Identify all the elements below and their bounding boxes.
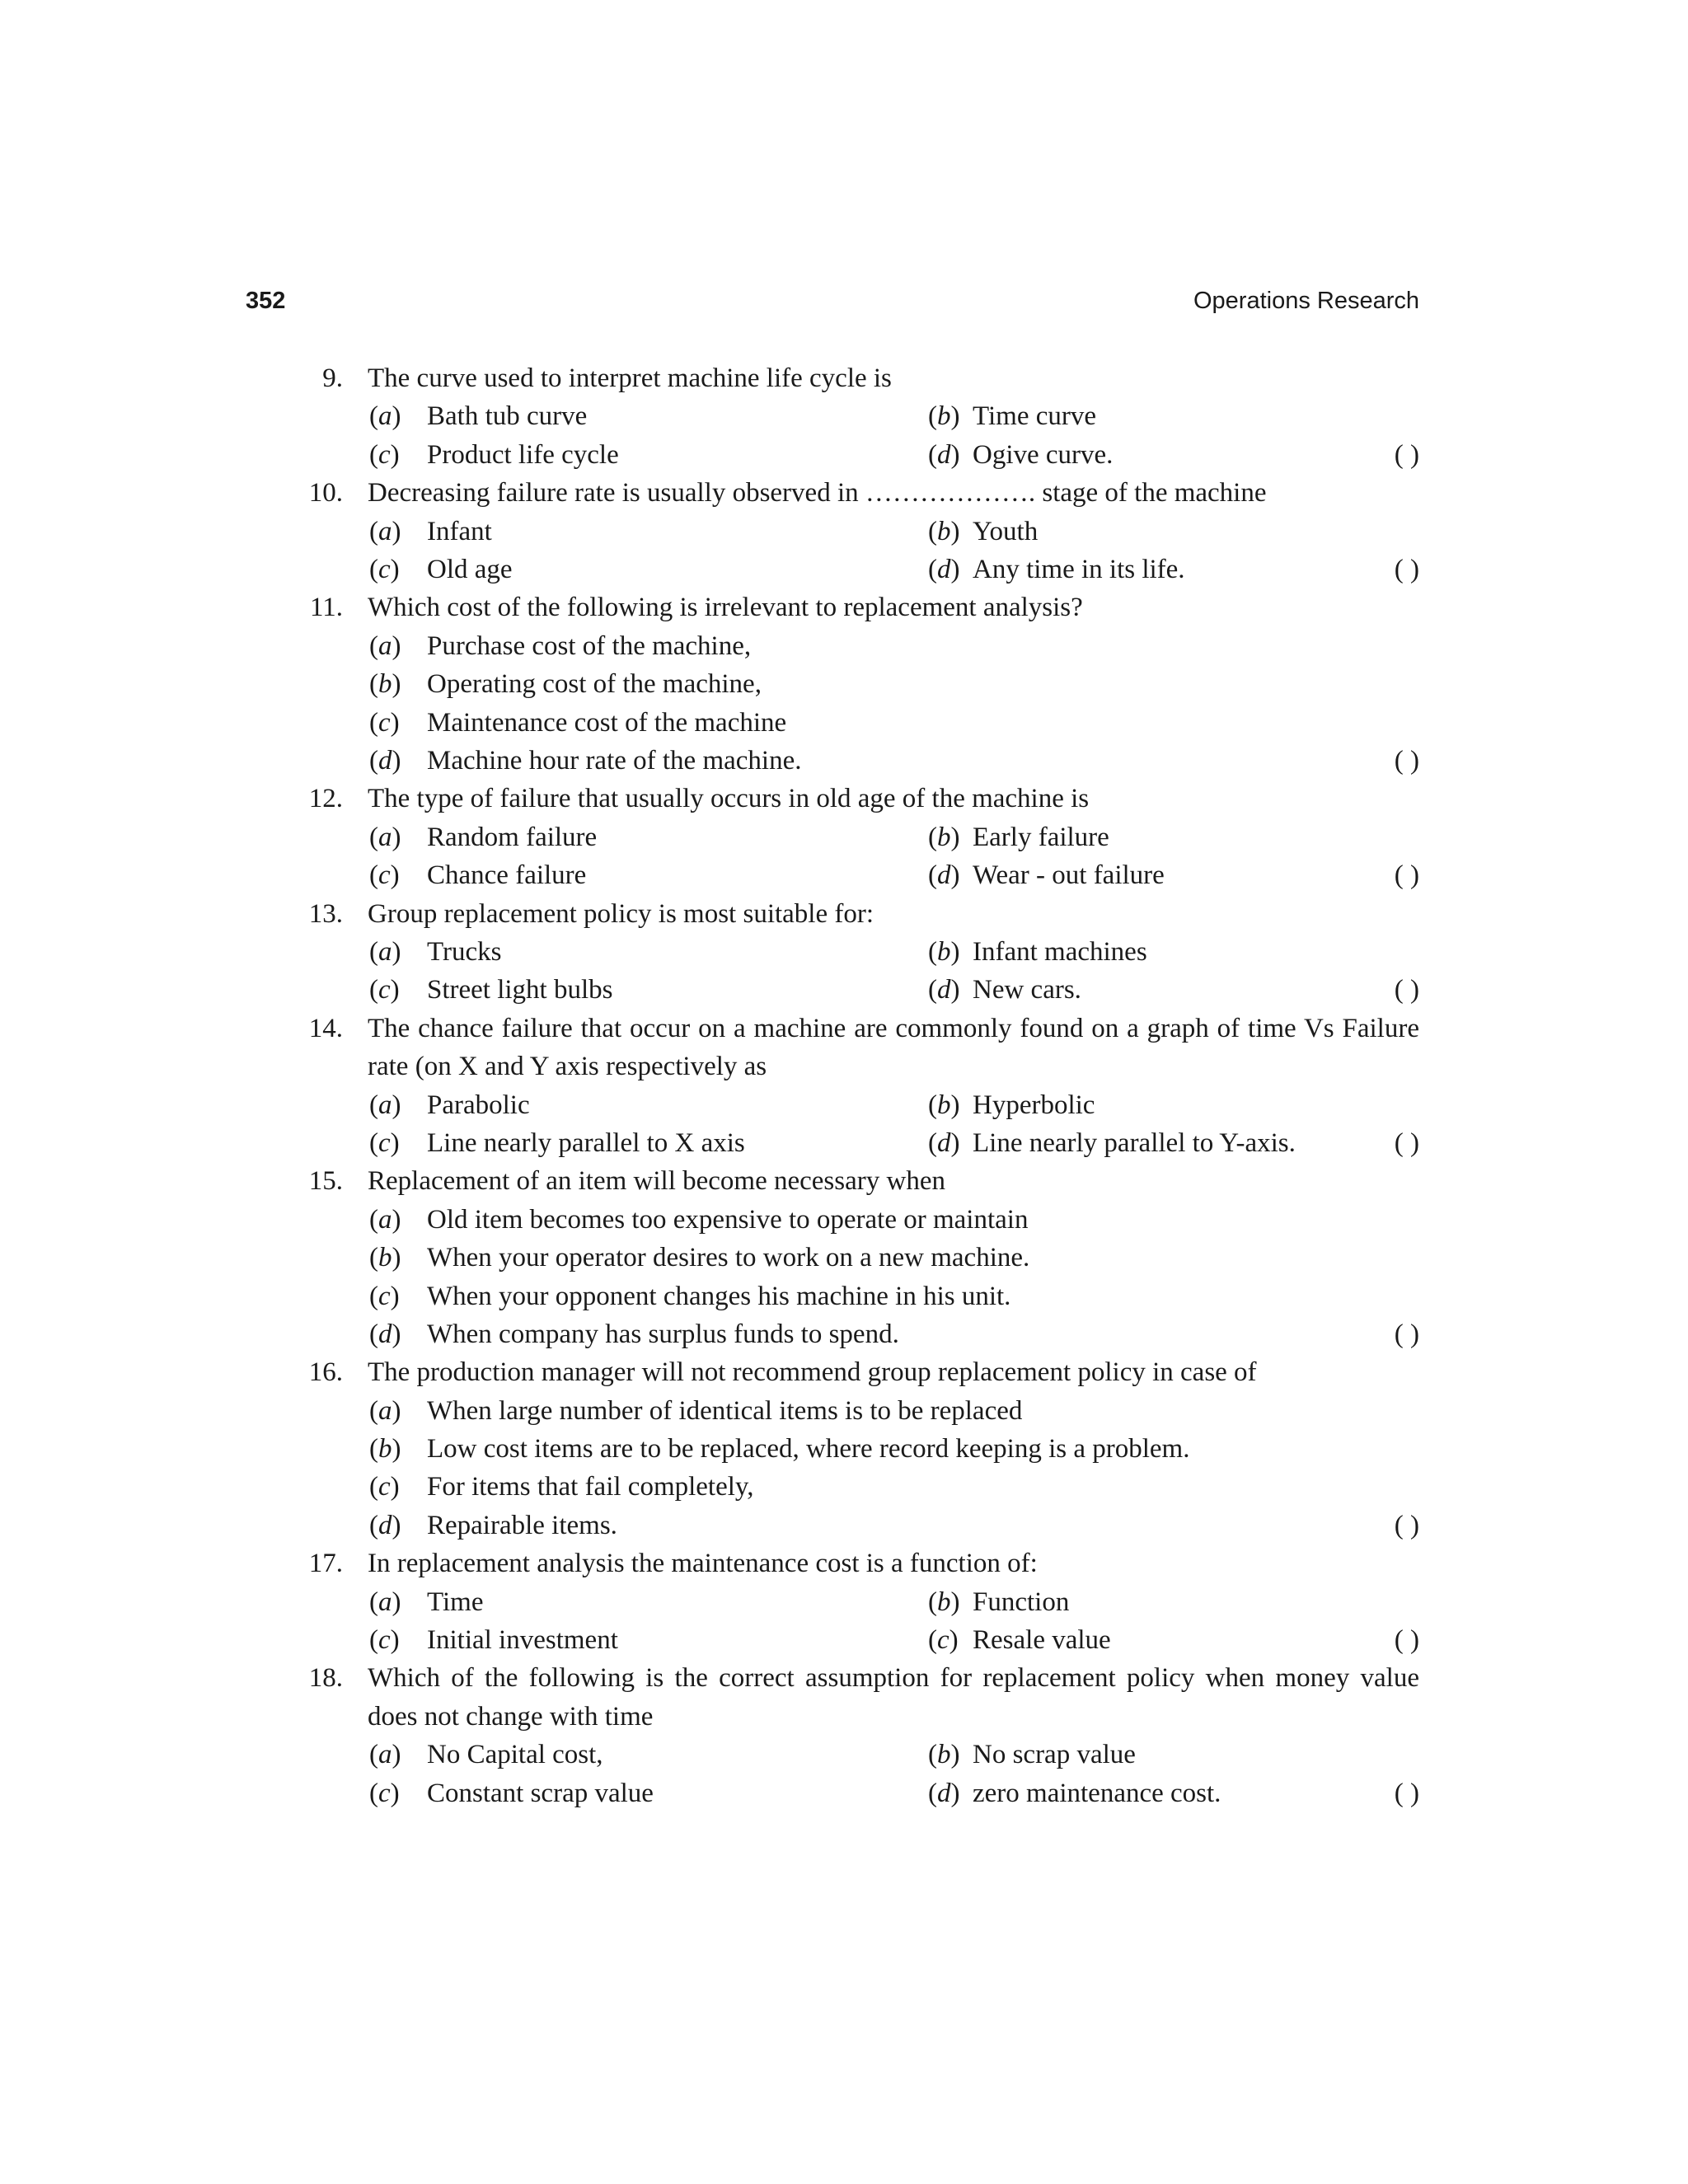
answer-blank: ( ) bbox=[1394, 1510, 1419, 1540]
option-letter: (d) bbox=[369, 745, 401, 776]
answer-blank: ( ) bbox=[1394, 1778, 1419, 1808]
option-row bbox=[297, 971, 1419, 1009]
option-text: Initial investment bbox=[427, 1625, 618, 1656]
option-letter: (d) bbox=[928, 975, 960, 1005]
option-text: Repairable items. bbox=[427, 1510, 617, 1540]
option bbox=[369, 1277, 1010, 1315]
option-letter-text: d bbox=[937, 1778, 951, 1808]
option bbox=[369, 933, 501, 971]
question-list bbox=[297, 359, 1419, 1812]
option-letter-text: c bbox=[378, 439, 391, 470]
option-text: When your operator desires to work on a new machine. bbox=[427, 1243, 1030, 1273]
option-letter-text: b bbox=[937, 822, 951, 852]
option-row bbox=[297, 1736, 1419, 1774]
option bbox=[928, 397, 1096, 435]
option-text: Line nearly parallel to X axis bbox=[427, 1127, 745, 1158]
option-text: Time bbox=[427, 1586, 484, 1617]
option-letter: (c) bbox=[369, 1778, 400, 1808]
option-letter: (c) bbox=[928, 1625, 959, 1656]
option bbox=[928, 971, 1081, 1009]
option-row bbox=[297, 551, 1419, 588]
option bbox=[369, 971, 613, 1009]
option-row bbox=[297, 513, 1419, 551]
option-letter: (b) bbox=[369, 669, 401, 700]
option-letter: (a) bbox=[369, 516, 401, 546]
option-text: No Capital cost, bbox=[427, 1740, 603, 1770]
option bbox=[928, 818, 1109, 856]
option-row bbox=[297, 818, 1419, 856]
option-letter: (d) bbox=[928, 1778, 960, 1808]
option-letter-text: a bbox=[378, 822, 392, 852]
option-letter: (c) bbox=[369, 707, 400, 738]
question-item bbox=[297, 1659, 1419, 1812]
question-item bbox=[297, 588, 1419, 780]
question-stem bbox=[297, 780, 1419, 818]
option-letter: (c) bbox=[369, 860, 400, 891]
option-letter: (d) bbox=[928, 554, 960, 584]
option-letter-text: b bbox=[937, 1740, 951, 1770]
option bbox=[928, 856, 1165, 894]
option-letter: (a) bbox=[369, 1586, 401, 1617]
option-letter-text: a bbox=[378, 1395, 392, 1426]
answer-blank: ( ) bbox=[1394, 554, 1419, 584]
question-stem bbox=[297, 1162, 1419, 1200]
question-text: In replacement analysis the maintenance cost is a function of: bbox=[368, 1549, 1038, 1579]
option-letter: (b) bbox=[928, 936, 960, 967]
question-item bbox=[297, 780, 1419, 894]
option-text: Maintenance cost of the machine bbox=[427, 707, 787, 738]
option-text: zero maintenance cost. bbox=[973, 1778, 1221, 1808]
page-number: 352 bbox=[246, 288, 286, 314]
option-letter: (c) bbox=[369, 1472, 400, 1502]
option-text: Low cost items are to be replaced, where record keeping is a problem. bbox=[427, 1434, 1190, 1465]
option-letter: (a) bbox=[369, 1395, 401, 1426]
option-row bbox=[297, 1124, 1419, 1162]
option-letter-text: a bbox=[378, 1586, 392, 1617]
option bbox=[928, 1736, 1136, 1774]
option bbox=[928, 1583, 1069, 1621]
question-number: 16. bbox=[308, 1357, 343, 1388]
option-text: Old age bbox=[427, 554, 513, 584]
option bbox=[369, 1621, 618, 1659]
option-letter-text: d bbox=[937, 439, 951, 470]
question-item bbox=[297, 1353, 1419, 1544]
option-row bbox=[297, 1392, 1419, 1430]
question-text: Replacement of an item will become necessary when bbox=[368, 1166, 945, 1197]
option-letter-text: a bbox=[378, 936, 392, 967]
option-text: Bath tub curve bbox=[427, 401, 588, 432]
option-row bbox=[297, 665, 1419, 703]
question-number: 12. bbox=[308, 784, 343, 814]
option-row bbox=[297, 1239, 1419, 1277]
option-row bbox=[297, 1621, 1419, 1659]
option-row bbox=[297, 704, 1419, 742]
option-letter: (c) bbox=[369, 975, 400, 1005]
question-number: 18. bbox=[308, 1663, 343, 1694]
option-row bbox=[297, 1507, 1419, 1544]
option bbox=[369, 1430, 1189, 1468]
option-letter-text: c bbox=[378, 860, 391, 891]
question-number: 10. bbox=[308, 478, 343, 509]
option bbox=[928, 1774, 1221, 1812]
option-letter-text: a bbox=[378, 1740, 392, 1770]
option bbox=[369, 1086, 530, 1124]
option-text: When your opponent changes his machine in his unit. bbox=[427, 1281, 1011, 1311]
option-text: Early failure bbox=[973, 822, 1109, 852]
question-number: 9. bbox=[322, 363, 343, 393]
option-row bbox=[297, 856, 1419, 894]
running-title: Operations Research bbox=[1193, 288, 1419, 314]
option-letter-text: a bbox=[378, 1204, 392, 1235]
option-row bbox=[297, 1086, 1419, 1124]
option-letter: (a) bbox=[369, 936, 401, 967]
option-letter: (a) bbox=[369, 1740, 401, 1770]
option-letter: (c) bbox=[369, 439, 400, 470]
answer-blank: ( ) bbox=[1394, 1127, 1419, 1158]
option bbox=[369, 818, 597, 856]
option bbox=[928, 1621, 1111, 1659]
option-letter-text: b bbox=[937, 516, 951, 546]
option-letter-text: b bbox=[378, 1434, 392, 1465]
option bbox=[369, 551, 513, 588]
option-text: Line nearly parallel to Y-axis. bbox=[973, 1127, 1296, 1158]
answer-blank: ( ) bbox=[1394, 439, 1419, 470]
option-letter: (d) bbox=[369, 1319, 401, 1349]
option bbox=[369, 1736, 603, 1774]
option-letter-text: d bbox=[378, 745, 392, 776]
option-letter-text: d bbox=[378, 1319, 392, 1349]
option-text: Youth bbox=[973, 516, 1039, 546]
option-letter: (d) bbox=[928, 1127, 960, 1158]
option-row bbox=[297, 1430, 1419, 1468]
option-letter: (d) bbox=[369, 1510, 401, 1540]
question-stem bbox=[297, 359, 1419, 397]
option-letter-text: d bbox=[937, 860, 951, 891]
option-text: Operating cost of the machine, bbox=[427, 669, 762, 700]
option-text: Time curve bbox=[973, 401, 1097, 432]
option-letter-text: c bbox=[378, 975, 391, 1005]
option-row bbox=[297, 1583, 1419, 1621]
option-letter-text: a bbox=[378, 401, 392, 432]
option-text: Chance failure bbox=[427, 860, 587, 891]
question-text: The curve used to interpret machine life cycle is bbox=[368, 363, 892, 393]
option bbox=[928, 1124, 1296, 1162]
answer-blank: ( ) bbox=[1394, 1319, 1419, 1349]
option-text: Trucks bbox=[427, 936, 502, 967]
option bbox=[369, 627, 751, 665]
option bbox=[369, 1201, 1028, 1239]
answer-blank: ( ) bbox=[1394, 860, 1419, 891]
option-row bbox=[297, 1774, 1419, 1812]
question-stem bbox=[297, 1353, 1419, 1391]
question-text: The chance failure that occur on a machine are commonly found on a graph of time Vs Failure rate (on X and Y axis respectively as bbox=[368, 1013, 1419, 1082]
option bbox=[369, 1507, 617, 1544]
option-text: Parabolic bbox=[427, 1090, 530, 1120]
question-item bbox=[297, 895, 1419, 1010]
option-letter-text: c bbox=[937, 1625, 950, 1656]
option-row bbox=[297, 1201, 1419, 1239]
question-number: 11. bbox=[309, 593, 343, 623]
option-letter: (b) bbox=[928, 1090, 960, 1120]
answer-blank: ( ) bbox=[1394, 745, 1419, 776]
option bbox=[369, 1239, 1029, 1277]
option-letter-text: c bbox=[378, 1281, 391, 1311]
option-letter-text: a bbox=[378, 516, 392, 546]
question-number: 17. bbox=[308, 1549, 343, 1579]
option-text: Product life cycle bbox=[427, 439, 619, 470]
option-letter: (c) bbox=[369, 1281, 400, 1311]
option-letter-text: b bbox=[937, 1090, 951, 1120]
option bbox=[928, 933, 1147, 971]
option-letter: (a) bbox=[369, 401, 401, 432]
option-letter-text: b bbox=[378, 1243, 392, 1273]
option-text: Wear - out failure bbox=[973, 860, 1165, 891]
option bbox=[369, 665, 762, 703]
option-letter: (a) bbox=[369, 1204, 401, 1235]
question-item bbox=[297, 1010, 1419, 1163]
option bbox=[369, 1124, 745, 1162]
option-text: Purchase cost of the machine, bbox=[427, 630, 752, 661]
question-text: The production manager will not recommend group replacement policy in case of bbox=[368, 1357, 1257, 1388]
option-letter: (a) bbox=[369, 822, 401, 852]
option-letter: (c) bbox=[369, 1127, 400, 1158]
option-text: When company has surplus funds to spend. bbox=[427, 1319, 899, 1349]
option bbox=[369, 397, 587, 435]
option-letter-text: a bbox=[378, 630, 392, 661]
question-stem bbox=[297, 1010, 1419, 1086]
option-text: Ogive curve. bbox=[973, 439, 1114, 470]
option bbox=[928, 436, 1113, 474]
question-item bbox=[297, 474, 1419, 588]
option bbox=[928, 551, 1185, 588]
option-letter: (b) bbox=[928, 516, 960, 546]
option-row bbox=[297, 397, 1419, 435]
option bbox=[369, 513, 492, 551]
option-letter-text: c bbox=[378, 1625, 391, 1656]
option-text: Hyperbolic bbox=[973, 1090, 1095, 1120]
option-row bbox=[297, 1315, 1419, 1353]
option bbox=[928, 513, 1038, 551]
option-letter: (b) bbox=[369, 1243, 401, 1273]
option-letter: (d) bbox=[928, 439, 960, 470]
option-row bbox=[297, 1468, 1419, 1506]
question-number: 13. bbox=[308, 898, 343, 929]
question-number: 14. bbox=[308, 1013, 343, 1043]
question-stem bbox=[297, 1544, 1419, 1582]
option-text: Old item becomes too expensive to operate or maintain bbox=[427, 1204, 1029, 1235]
option bbox=[369, 1583, 483, 1621]
question-text: The type of failure that usually occurs in old age of the machine is bbox=[368, 784, 1090, 814]
option-letter: (b) bbox=[928, 1586, 960, 1617]
question-text: Which of the following is the correct assumption for replacement policy when money value does not change with time bbox=[368, 1663, 1419, 1732]
option-text: Random failure bbox=[427, 822, 598, 852]
option-letter: (b) bbox=[369, 1434, 401, 1465]
option-text: When large number of identical items is to be replaced bbox=[427, 1395, 1023, 1426]
option-letter-text: c bbox=[378, 1472, 391, 1502]
question-item bbox=[297, 1162, 1419, 1353]
option-row bbox=[297, 627, 1419, 665]
option-letter: (b) bbox=[928, 401, 960, 432]
option-text: No scrap value bbox=[973, 1740, 1136, 1770]
question-stem bbox=[297, 1659, 1419, 1736]
option-text: Resale value bbox=[973, 1625, 1111, 1656]
question-text: Decreasing failure rate is usually observed in ………………. stage of the machine bbox=[368, 478, 1267, 509]
option-text: Infant bbox=[427, 516, 492, 546]
page-header bbox=[246, 288, 1419, 322]
option bbox=[369, 856, 586, 894]
option-text: Constant scrap value bbox=[427, 1778, 654, 1808]
option-text: For items that fail completely, bbox=[427, 1472, 754, 1502]
option-letter: (a) bbox=[369, 1090, 401, 1120]
option bbox=[369, 1774, 654, 1812]
option-letter-text: d bbox=[937, 554, 951, 584]
question-stem bbox=[297, 895, 1419, 933]
option bbox=[369, 1392, 1022, 1430]
option-row bbox=[297, 933, 1419, 971]
option bbox=[369, 742, 801, 780]
question-number: 15. bbox=[308, 1166, 343, 1197]
option-letter-text: d bbox=[378, 1510, 392, 1540]
option-letter: (a) bbox=[369, 630, 401, 661]
option bbox=[369, 704, 786, 742]
option bbox=[369, 436, 619, 474]
answer-blank: ( ) bbox=[1394, 1625, 1419, 1656]
option-text: Street light bulbs bbox=[427, 975, 613, 1005]
question-stem bbox=[297, 588, 1419, 626]
option-text: Infant machines bbox=[973, 936, 1147, 967]
option-row bbox=[297, 436, 1419, 474]
option-letter: (c) bbox=[369, 1625, 400, 1656]
option-text: New cars. bbox=[973, 975, 1081, 1005]
option-letter-text: d bbox=[937, 1127, 951, 1158]
option bbox=[928, 1086, 1095, 1124]
question-item bbox=[297, 359, 1419, 474]
option-letter: (b) bbox=[928, 822, 960, 852]
question-text: Group replacement policy is most suitable for: bbox=[368, 898, 874, 929]
question-item bbox=[297, 1544, 1419, 1659]
option bbox=[369, 1468, 754, 1506]
option-letter-text: c bbox=[378, 707, 391, 738]
option bbox=[369, 1315, 899, 1353]
option-letter-text: b bbox=[937, 401, 951, 432]
option-text: Machine hour rate of the machine. bbox=[427, 745, 802, 776]
question-text: Which cost of the following is irrelevant to replacement analysis? bbox=[368, 593, 1083, 623]
option-letter-text: a bbox=[378, 1090, 392, 1120]
option-letter-text: c bbox=[378, 554, 391, 584]
option-letter: (d) bbox=[928, 860, 960, 891]
option-letter-text: c bbox=[378, 1778, 391, 1808]
answer-blank: ( ) bbox=[1394, 975, 1419, 1005]
option-letter-text: b bbox=[937, 1586, 951, 1617]
option-row bbox=[297, 1277, 1419, 1315]
option-text: Any time in its life. bbox=[973, 554, 1185, 584]
option-letter-text: b bbox=[378, 669, 392, 700]
question-stem bbox=[297, 474, 1419, 512]
option-row bbox=[297, 742, 1419, 780]
option-text: Function bbox=[973, 1586, 1070, 1617]
option-letter-text: b bbox=[937, 936, 951, 967]
option-letter-text: c bbox=[378, 1127, 391, 1158]
option-letter: (c) bbox=[369, 554, 400, 584]
option-letter-text: d bbox=[937, 975, 951, 1005]
option-letter: (b) bbox=[928, 1740, 960, 1770]
